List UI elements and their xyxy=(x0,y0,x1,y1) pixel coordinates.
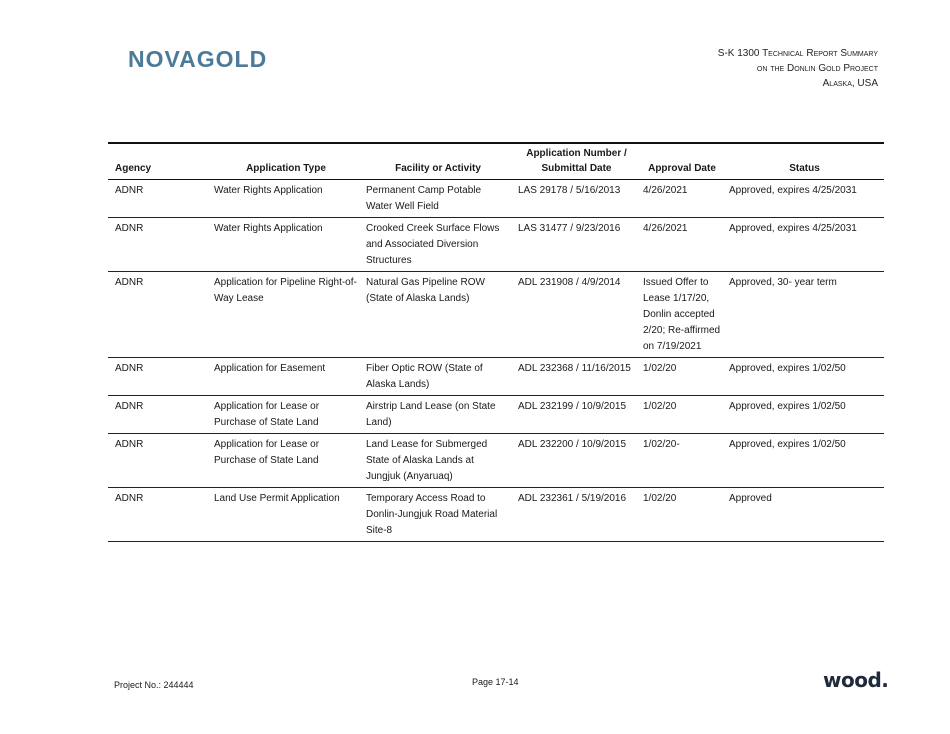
cell-facility: Natural Gas Pipeline ROW (State of Alaska Lands) xyxy=(362,272,514,358)
cell-approval-date: 1/02/20 xyxy=(639,488,725,542)
table-row xyxy=(108,180,884,218)
cell-facility: Land Lease for Submerged State of Alaska Lands at Jungjuk (Anyaruaq) xyxy=(362,434,514,488)
cell-facility: Fiber Optic ROW (State of Alaska Lands) xyxy=(362,358,514,396)
cell-application-number: LAS 31477 / 9/23/2016 xyxy=(514,218,639,272)
cell-application-number: ADL 232368 / 11/16/2015 xyxy=(514,358,639,396)
table-row xyxy=(108,488,884,542)
cell-application-number: ADL 231908 / 4/9/2014 xyxy=(514,272,639,358)
page-number: Page 17-14 xyxy=(472,677,519,687)
report-title-line-2: on the Donlin Gold Project xyxy=(756,63,878,74)
cell-approval-date: 4/26/2021 xyxy=(639,218,725,272)
report-title-line-1: S-K 1300 Technical Report Summary xyxy=(717,48,878,59)
cell-application-type: Application for Easement xyxy=(210,358,362,396)
cell-application-number: ADL 232361 / 5/19/2016 xyxy=(514,488,639,542)
report-title-line-3: Alaska, USA xyxy=(822,78,878,89)
cell-application-type: Application for Lease or Purchase of State Land xyxy=(210,396,362,434)
cell-application-type: Water Rights Application xyxy=(210,218,362,272)
table-header-row xyxy=(108,143,884,180)
wood-logo: wood. xyxy=(823,668,889,692)
cell-status: Approved, expires 1/02/50 xyxy=(725,434,884,488)
novagold-logo: NOVAGOLD xyxy=(128,46,268,72)
cell-approval-date: 1/02/20 xyxy=(639,396,725,434)
cell-approval-date: 1/02/20- xyxy=(639,434,725,488)
header-application-type: Application Type xyxy=(210,143,362,180)
header-application-number-line-1: Application Number / xyxy=(526,148,627,159)
cell-approval-date: 4/26/2021 xyxy=(639,180,725,218)
cell-application-type: Application for Lease or Purchase of State Land xyxy=(210,434,362,488)
cell-status: Approved, expires 4/25/2031 xyxy=(725,218,884,272)
cell-agency: ADNR xyxy=(108,180,210,218)
header-application-number xyxy=(514,143,639,180)
cell-facility: Crooked Creek Surface Flows and Associated Diversion Structures xyxy=(362,218,514,272)
header-facility: Facility or Activity xyxy=(362,143,514,180)
permits-table xyxy=(108,142,884,542)
cell-application-number: ADL 232199 / 10/9/2015 xyxy=(514,396,639,434)
cell-approval-date: 1/02/20 xyxy=(639,358,725,396)
cell-facility: Temporary Access Road to Donlin-Jungjuk Road Material Site-8 xyxy=(362,488,514,542)
cell-application-type: Land Use Permit Application xyxy=(210,488,362,542)
cell-status: Approved, 30- year term xyxy=(725,272,884,358)
cell-status: Approved, expires 4/25/2031 xyxy=(725,180,884,218)
cell-status: Approved, expires 1/02/50 xyxy=(725,358,884,396)
cell-application-type: Application for Pipeline Right-of-Way Lease xyxy=(210,272,362,358)
table-row xyxy=(108,218,884,272)
cell-agency: ADNR xyxy=(108,358,210,396)
cell-status: Approved, expires 1/02/50 xyxy=(725,396,884,434)
cell-application-number: ADL 232200 / 10/9/2015 xyxy=(514,434,639,488)
cell-application-type: Water Rights Application xyxy=(210,180,362,218)
table-row xyxy=(108,358,884,396)
cell-facility: Airstrip Land Lease (on State Land) xyxy=(362,396,514,434)
project-number: Project No.: 244444 xyxy=(114,680,194,690)
cell-agency: ADNR xyxy=(108,272,210,358)
cell-agency: ADNR xyxy=(108,396,210,434)
header-approval-date: Approval Date xyxy=(639,143,725,180)
header-status: Status xyxy=(725,143,884,180)
table-row xyxy=(108,272,884,358)
cell-application-number: LAS 29178 / 5/16/2013 xyxy=(514,180,639,218)
cell-agency: ADNR xyxy=(108,218,210,272)
cell-approval-date: Issued Offer to Lease 1/17/20, Donlin accepted 2/20; Re-affirmed on 7/19/2021 xyxy=(639,272,725,358)
header-application-number-line-2: Submittal Date xyxy=(541,163,612,174)
cell-facility: Permanent Camp Potable Water Well Field xyxy=(362,180,514,218)
cell-agency: ADNR xyxy=(108,488,210,542)
table-row xyxy=(108,434,884,488)
cell-status: Approved xyxy=(725,488,884,542)
report-title xyxy=(718,46,878,91)
table-row xyxy=(108,396,884,434)
cell-agency: ADNR xyxy=(108,434,210,488)
header-agency: Agency xyxy=(108,143,210,180)
